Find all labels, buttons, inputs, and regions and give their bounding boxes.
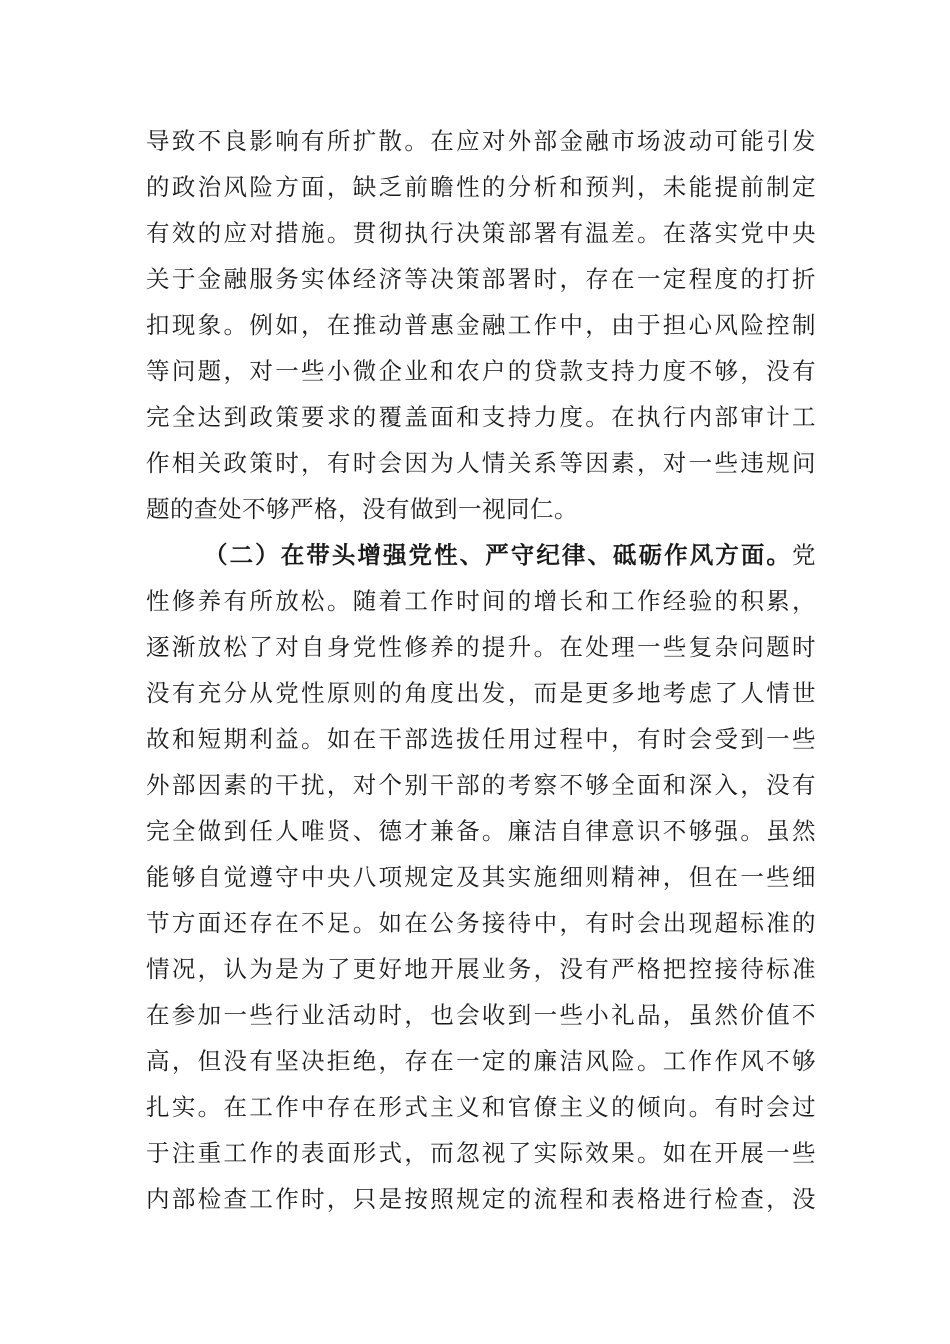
- text-line: 导致不良影响有所扩散。在应对外部金融市场波动可能引发: [146, 127, 816, 155]
- text-line: 作相关政策时，有时会因为人情关系等因素，对一些违规问: [146, 449, 816, 477]
- text-line: 逐渐放松了对自身党性修养的提升。在处理一些复杂问题时: [146, 633, 816, 661]
- text-line: 等问题，对一些小微企业和农户的贷款支持力度不够，没有: [146, 357, 816, 385]
- text-line: 高，但没有坚决拒绝，存在一定的廉洁风险。工作作风不够: [146, 1047, 816, 1075]
- text-line: 关于金融服务实体经济等决策部署时，存在一定程度的打折: [146, 265, 816, 293]
- text-line: 性修养有所放松。随着工作时间的增长和工作经验的积累，: [146, 587, 816, 615]
- text-line: 完全达到政策要求的覆盖面和支持力度。在执行内部审计工: [146, 403, 816, 431]
- text-line: 扎实。在工作中存在形式主义和官僚主义的倾向。有时会过: [146, 1093, 816, 1121]
- text-line: 没有充分从党性原则的角度出发，而是更多地考虑了人情世: [146, 679, 816, 707]
- text-line: 有效的应对措施。贯彻执行决策部署有温差。在落实党中央: [146, 219, 816, 247]
- text-line: 能够自觉遵守中央八项规定及其实施细则精神，但在一些细: [146, 863, 816, 891]
- body-text: [146, 118, 816, 1222]
- section-heading: （二）在带头增强党性、严守纪律、砥砺作风方面。: [204, 541, 792, 569]
- text-line: 扣现象。例如，在推动普惠金融工作中，由于担心风险控制: [146, 311, 816, 339]
- text-line: 内部检查工作时，只是按照规定的流程和表格进行检查，没: [146, 1185, 816, 1213]
- section-heading-line: [146, 532, 816, 578]
- text-fragment: 党: [792, 541, 816, 569]
- text-line: 在参加一些行业活动时，也会收到一些小礼品，虽然价值不: [146, 1001, 816, 1029]
- text-line: 的政治风险方面，缺乏前瞻性的分析和预判，未能提前制定: [146, 173, 816, 201]
- text-line: 完全做到任人唯贤、德才兼备。廉洁自律意识不够强。虽然: [146, 817, 816, 845]
- text-line: 情况，认为是为了更好地开展业务，没有严格把控接待标准: [146, 955, 816, 983]
- text-line: 于注重工作的表面形式，而忽视了实际效果。如在开展一些: [146, 1139, 816, 1167]
- text-line: 故和短期利益。如在干部选拔任用过程中，有时会受到一些: [146, 725, 816, 753]
- text-line: 节方面还存在不足。如在公务接待中，有时会出现超标准的: [146, 909, 816, 937]
- text-line: 外部因素的干扰，对个别干部的考察不够全面和深入，没有: [146, 771, 816, 799]
- text-line: 题的查处不够严格，没有做到一视同仁。: [146, 495, 578, 523]
